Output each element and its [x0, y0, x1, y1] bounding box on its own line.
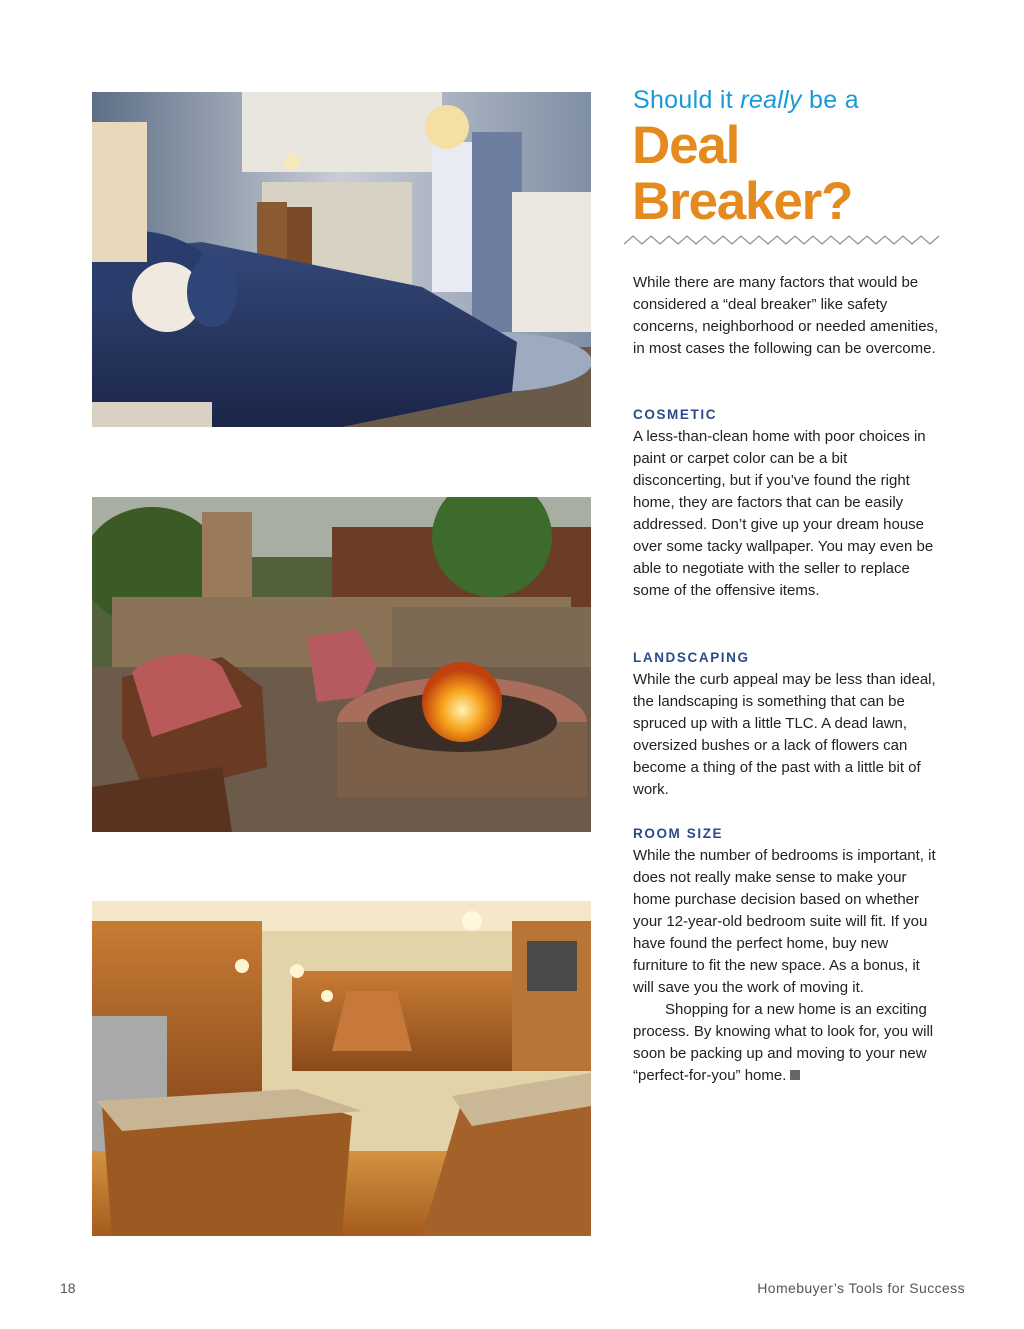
bedroom-photo	[92, 92, 591, 427]
section-room-size	[633, 823, 943, 1087]
section-landscaping	[633, 647, 943, 801]
title-line-1: Deal	[632, 116, 740, 175]
section-cosmetic	[633, 404, 943, 602]
headline-kicker	[633, 86, 859, 115]
intro-paragraph: While there are many factors that would be considered a “deal breaker” like safety concerns, neighborhood or needed amenities, in most cases the following can be overcome.	[633, 274, 939, 357]
section-heading: LANDSCAPING	[633, 650, 750, 665]
section-heading: COSMETIC	[633, 407, 718, 422]
kitchen-photo	[92, 901, 591, 1236]
closing-paragraph	[633, 999, 943, 1087]
patio-firepit-photo	[92, 497, 591, 832]
kicker-emphasis: really	[740, 86, 802, 114]
section-body: A less-than-clean home with poor choices in paint or carpet color can be a bit disconcerting, but if you’ve found the right home, they are factors that can be easily addressed. Don’t give up your dream house over some tacky wallpaper. You may even be able to negotiate with the seller to replace some of the offensive items.	[633, 428, 934, 599]
section-body: While the number of bedrooms is important, it does not really make sense to make your home purchase decision based on whether your 12-year-old bedroom suite will fit. If you have found the perfect home, buy new furniture to fit the new space. As a bonus, it will save you the work of moving it.	[633, 847, 936, 996]
section-heading: ROOM SIZE	[633, 826, 724, 841]
page-number: 18	[60, 1280, 76, 1296]
kicker-text-end: be a	[801, 86, 859, 114]
end-mark-icon	[790, 1070, 800, 1080]
section-body: While the curb appeal may be less than ideal, the landscaping is something that can be spruced up with a little TLC. A dead lawn, oversized bushes or a lack of flowers can become a thing of the past with a little bit of work.	[633, 671, 936, 798]
publication-title: Homebuyer’s Tools for Success	[757, 1280, 965, 1296]
title-line-2: Breaker?	[632, 172, 853, 231]
page-title	[632, 118, 852, 230]
closing-text: Shopping for a new home is an exciting process. By knowing what to look for, you will soon be packing up and moving to your new “perfect-for-you” home.	[633, 1001, 934, 1084]
kicker-text: Should it	[633, 86, 741, 114]
zigzag-divider	[624, 233, 942, 247]
